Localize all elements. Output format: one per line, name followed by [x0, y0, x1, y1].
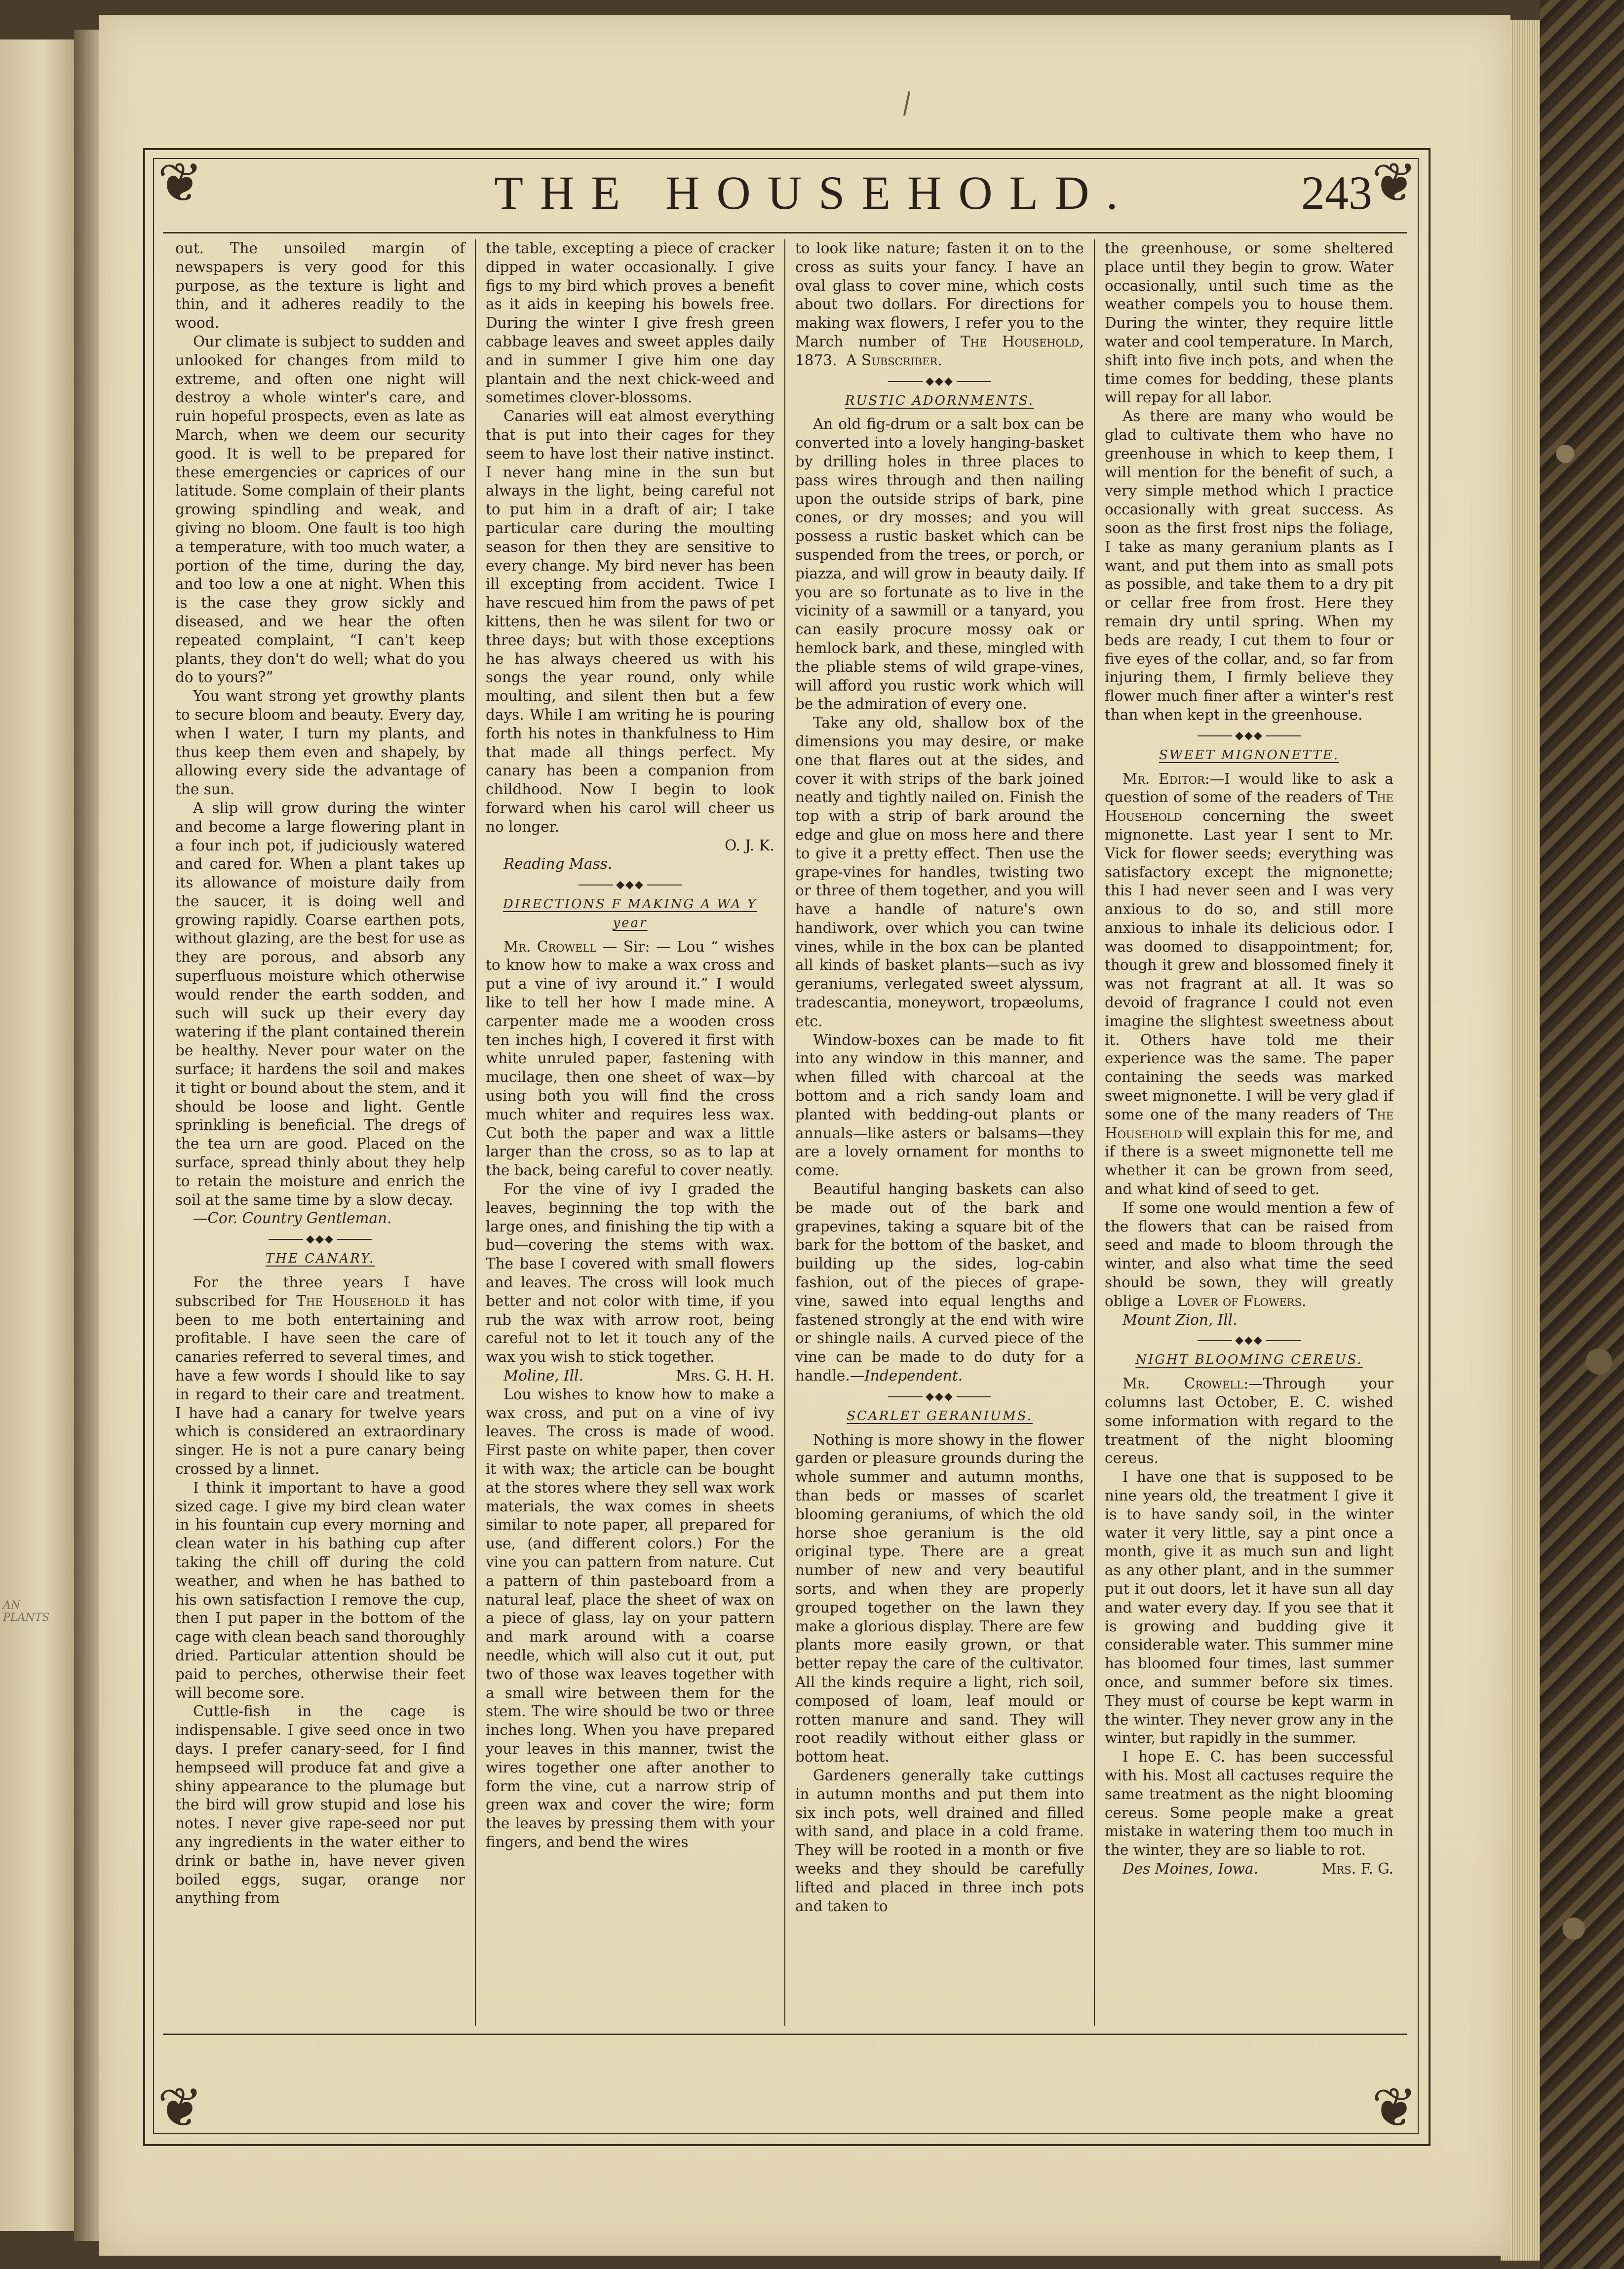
- column-4: [1094, 239, 1403, 2026]
- article-heading: SCARLET GERANIUMS.: [847, 1408, 1033, 1423]
- byline: Moline, Ill. Mrs. G. H. H.: [503, 1367, 774, 1384]
- paragraph: Mr. Editor:—I would like to ask a question of some of the readers of The Household concerning the sweet mignonette. Last year I sent to Mr. Vick for flower seeds; everything was satisfactory except the mignonette; this I had never seen and I was very anxious to do so, and still more anxious to inhale its delicious odor. I was doomed to disappointment; for, though it grew and blossomed finely it was not fragrant at all. It was so devoid of fragrance I could not even imagine the slightest sweetness about it. Others have told me their experience was the same. The paper containing the seeds was marked sweet mignonette. I will be very glad if some one of the many readers of The Household will explain this for me, and if there is a sweet mignonette tell me whether it can be grown from seed, and what kind of seed to get.: [1105, 770, 1393, 1198]
- column-2: [475, 239, 784, 2026]
- corner-ornament-icon: ❦: [157, 151, 203, 214]
- paragraph: For the vine of ivy I graded the leaves, beginning the top with the large ones, and finishing the tip with a bud—covering the stems with wax. The base I covered with small flowers and leaves. The cross will look much better and not color with time, if you rub the wax with arrow root, being careful not to let it touch any of the wax you wish to stick together.: [486, 1181, 774, 1366]
- signature: Lover of Flowers.: [1177, 1292, 1307, 1309]
- section-divider: ◆◆◆: [1105, 730, 1393, 742]
- paragraph: You want strong yet growthy plants to secure bloom and beauty. Every day, when I water, I turn my plants, and thus keep them even and shapely, by allowing every side the advantage of the sun.: [175, 688, 465, 798]
- article-heading: SWEET MIGNONETTE.: [1159, 747, 1339, 763]
- section-divider: ◆◆◆: [175, 1233, 465, 1246]
- article-heading: DIRECTIONS F MAKING A WA Y year: [503, 897, 758, 930]
- publication-name: The Household: [1105, 1106, 1393, 1142]
- paragraph: Mr. Crowell — Sir: — Lou “ wishes to know how to make a wax cross and put a vine of ivy around it.” I would like to tell her how I made mine. A carpenter made me a wooden cross ten inches high, I covered it first with white unruled paper, fastening with mucilage, then one sheet of wax—by using both you will find the cross much whiter and requires less wax. Cut both the paper and wax a little larger than the cross, so as to lap at the back, being careful to cover neatly.: [486, 938, 774, 1179]
- paragraph: I hope E. C. has been successful with his. Most all cactuses require the same treatment as the night blooming cereus. Some people make a great mistake in watering them too much in the winter, they are so liable to rot.: [1105, 1748, 1393, 1859]
- article-heading: THE CANARY.: [265, 1251, 375, 1267]
- section-divider: ◆◆◆: [1105, 1334, 1393, 1347]
- book-cover-edge: [1540, 0, 1624, 2269]
- paragraph: An old fig-drum or a salt box can be converted into a lovely hanging-basket by drilling holes in three places to pass wires through and then nailing upon the outside strips of bark, pine cones, or dry mosses; and you will possess a rustic basket which can be suspended from the trees, or porch, or piazza, and will grow in beauty daily. If you are so fortunate as to live in the vicinity of a sawmill or a tanyard, you can easily procure mossy oak or hemlock bark, and these, mingled with the pliable stems of wild grape-vines, will afford you rustic work which will be the admiration of every one.: [795, 416, 1084, 713]
- section-divider: ◆◆◆: [795, 1390, 1084, 1403]
- article-columns: [165, 239, 1404, 2026]
- paragraph: If some one would mention a few of the flowers that can be raised from seed and made to bloom through the winter, and also what time the seed should be sown, they will greatly oblige a Lover of Flowers.: [1105, 1199, 1393, 1309]
- previous-page-snippet: AN PLANTS: [3, 1599, 50, 1624]
- paragraph: Cuttle-fish in the cage is indispensable. I give seed once in two days. I prefer canary-seed, for I find hempseed will produce fat and give a shiny appearance to the plumage but the bird will grow stupid and lose his notes. I never give rape-seed nor put any ingredients in the water either to drink or bathe in, have never given boiled eggs, sugar, orange nor anything from: [175, 1703, 465, 1907]
- paragraph: A slip will grow during the winter and become a large flowering plant in a four inch pot, if judiciously watered and cared for. When a plant takes up its allowance of moisture daily from the saucer, it is doing well and growing rapidly. Coarse earthen pots, without glazing, are the best for use as they are porous, and absorb any superfluous moisture which otherwise would render the earth sodden, and such will suck up their every day watering if the plant contained therein be healthy. Never pour water on the surface; it hardens the soil and makes it tight or bound about the stem, and it should be loose and light. Gentle sprinkling is beneficial. The dregs of the tea urn are good. Placed on the surface, spread thinly about they help to retain the moisture and enrich the soil at the same time by a slow decay.: [175, 799, 465, 1208]
- page-number: 243: [1301, 166, 1372, 219]
- signature: O. J. K.: [725, 837, 774, 854]
- article-heading: RUSTIC ADORNMENTS.: [845, 393, 1035, 408]
- paragraph: Canaries will eat almost everything that is put into their cages for they seem to have lost their native instinct. I never hang mine in the sun but always in the light, being careful not to put him in a draft of air; I take particular care during the moulting season for then they are sensitive to every change. My bird never has been ill excepting from accident. Twice I have rescued him from the paws of pet kittens, then he was silent for two or three days; but with those exceptions he has always cheered us with his songs the year round, only while moulting, and silent then but a few days. While I am writing he is pouring forth his notes in thankfulness to Him that made all things perfect. My canary has been a companion from childhood. Now I begin to look forward when his carol will cheer us no longer.: [486, 408, 774, 835]
- source-credit: —Cor. Country Gentleman.: [193, 1210, 392, 1227]
- paragraph: Window-boxes can be made to fit into any window in this manner, and when filled with charcoal at the bottom and a rich sandy loam and planted with bedding-out plants or annuals—like asters or balsams—they are a lovely ornament for months to come.: [795, 1031, 1084, 1179]
- paragraph: For the three years I have subscribed for The Household it has been to me both entertaining and profitable. I have seen the care of canaries referred to several times, and have a few words I should like to say in regard to their care and treatment. I have had a canary for twelve years which is considered an extraordinary singer. He is not a pure canary being crossed by a linnet.: [175, 1274, 465, 1477]
- paragraph: the greenhouse, or some sheltered place until they begin to grow. Water occasionally, until such time as the weather compels you to house them. During the winter, they require little water and cool temperature. In March, shift into five inch pots, and when the time comes for bedding, these plants will repay for all labor.: [1105, 240, 1393, 406]
- article-heading: NIGHT BLOOMING CEREUS.: [1135, 1352, 1363, 1368]
- signature: A Subscriber.: [846, 351, 942, 369]
- section-divider: ◆◆◆: [486, 879, 774, 891]
- paragraph: the table, excepting a piece of cracker dipped in water occasionally. I give figs to my bird which proves a benefit as it aids in keeping his bowels free. During the winter I give fresh green cabbage leaves and sweet apples daily and in summer I give him one day plantain and the next chick-weed and sometimes clover-blossoms.: [486, 240, 774, 406]
- publication-name: The Household: [296, 1292, 410, 1309]
- header-rule: [163, 232, 1407, 233]
- place-line: Mount Zion, Ill.: [1122, 1311, 1237, 1328]
- source-credit: —Independent.: [850, 1367, 963, 1384]
- corner-ornament-icon: ❦: [1371, 151, 1418, 214]
- paragraph: I think it important to have a good sized cage. I give my bird clean water in his fountain cup every morning and clean water in his bathing cup after taking the chill off during the cold weather, and when he has bathed to his own satisfaction I remove the cup, then I put paper in the bottom of the cage with clean beach sand thoroughly dried. Particular attention should be paid to perches, otherwise their feet will become sore.: [175, 1479, 465, 1701]
- paragraph: to look like nature; fasten it on to the cross as suits your fancy. I have an oval glass to cover mine, which costs about two dollars. For directions for making wax flowers, I refer you to the March number of The Household, 1873. A Subscriber.: [795, 240, 1084, 369]
- paragraph: Mr. Crowell:—Through your columns last October, E. C. wished some information with regard to the treatment of the night blooming cereus.: [1105, 1375, 1393, 1467]
- paragraph: Beautiful hanging baskets can also be made out of the bark and grapevines, taking a square bit of the bark for the bottom of the basket, and building up the sides, log-cabin fashion, out of the pieces of grape-vine, sawed into equal lengths and fastened strongly at the end with wire or shingle nails. A curved piece of the vine can be made to do duty for a handle.—Independent.: [795, 1181, 1084, 1384]
- corner-ornament-icon: ❦: [1371, 2076, 1418, 2139]
- corner-ornament-icon: ❦: [157, 2076, 203, 2139]
- previous-page: [0, 39, 74, 2231]
- paragraph: Nothing is more showy in the flower garden or pleasure grounds during the whole summer and autumn months, than beds or masses of scarlet blooming geraniums, of which the old horse shoe geranium is the old original type. There are a great number of new and very beautiful sorts, and when they are properly grouped together on the lawn they make a glorious display. There are few plants more easily grown, or that better repay the care of the cultivator. All the kinds require a light, rich soil, composed of loam, leaf mould or rotten manure and sand. They will root readily without either glass or bottom heat.: [795, 1431, 1084, 1766]
- column-3: [784, 239, 1094, 2026]
- paragraph: As there are many who would be glad to cultivate them who have no greenhouse in which to keep them, I will mention for the benefit of such, a very simple method which I practice occasionally with great success. As soon as the first frost nips the foliage, I take as many geranium plants as I want, and put them into as small pots as possible, and take them to a dry pit or cellar free from frost. Here they remain dry until spring. When my beds are ready, I cut them to four or five eyes of the collar, and, so far from injuring them, I firmly believe they flower much finer after a winter's rest than when kept in the greenhouse.: [1105, 408, 1393, 723]
- place-line: Reading Mass.: [503, 855, 613, 873]
- paragraph: I have one that is supposed to be nine years old, the treatment I give it is to have sandy soil, in the winter water it very little, say a pint once a month, give it as much sun and light as any other plant, and in the summer put it out doors, let it have sun all day and water every day. If you see that it is growing and budding give it considerable water. This summer mine has bloomed four times, last summer once, and summer before six times. They must of course be kept warm in the winter. They never grow any in the winter, but rapidly in the summer.: [1105, 1468, 1393, 1747]
- paragraph: Gardeners generally take cuttings in autumn months and put them into six inch pots, well drained and filled with sand, and place in a cold frame. They will be rooted in a month or five weeks and they should be carefully lifted and placed in three inch pots and taken to: [795, 1767, 1084, 1915]
- paragraph: out. The unsoiled margin of newspapers is very good for this purpose, as the texture is light and thin, and it adheres readily to the wood.: [175, 240, 465, 332]
- paragraph: Lou wishes to know how to make a wax cross, and put on a vine of ivy leaves. The cross is made of wood. First paste on white paper, then cover it with wax; the article can be bought at the stores where they sell wax work materials, the wax comes in sheets similar to note paper, all prepared for use, (and different colors.) For the vine you can pattern from nature. Cut a pattern of thin pasteboard from a natural leaf, place the sheet of wax on a piece of glass, lay on your pattern and mark around with a coarse needle, which will also cut it out, put two of those wax leaves together with a small wire between them for the stem. The wire should be two or three inches long. When you have prepared your leaves in this manner, twist the wires together one after another to form the vine, cut a narrow strip of green wax and cover the wire; form the leaves by pressing them with your fingers, and bend the wires: [486, 1385, 774, 1850]
- publication-name: The Household: [960, 333, 1080, 350]
- section-divider: ◆◆◆: [795, 375, 1084, 388]
- masthead-title: THE HOUSEHOLD.: [494, 166, 1135, 219]
- paragraph: Take any old, shallow box of the dimensions you may desire, or make one that flares out at the sides, and cover it with strips of the bark joined neatly and tightly nailed on. Finish the top with a strip of bark around the edge and glue on moss here and there to give it a pretty effect. Then use the grape-vines for handles, twisting two or three of them together, and you will have a handle of nature's own handiwork, over which you can twine vines, while in the box can be planted all kinds of basket plants—such as ivy geraniums, verlegated sweet alyssum, tradescantia, moneywort, tropæolums, etc.: [795, 714, 1084, 1030]
- publication-name: The Household: [1105, 789, 1393, 825]
- byline: Des Moines, Iowa. Mrs. F. G.: [1122, 1860, 1393, 1877]
- footer-rule: [163, 2034, 1407, 2035]
- paragraph: Our climate is subject to sudden and unlooked for changes from mild to extreme, and often one night will destroy a whole winter's care, and ruin hopeful prospects, even as late as March, when we deem our security good. It is well to be prepared for these emergencies or caprices of our latitude. Some complain of their plants growing spindling and weak, and giving no bloom. One fault is too high a temperature, with too much water, a portion of the time, during the day, and too low a one at night. When this is the case they grow sickly and diseased, and we hear the often repeated complaint, “I can't keep plants, they don't do well; what do you do to yours?”: [175, 333, 465, 686]
- column-1: [165, 239, 475, 2026]
